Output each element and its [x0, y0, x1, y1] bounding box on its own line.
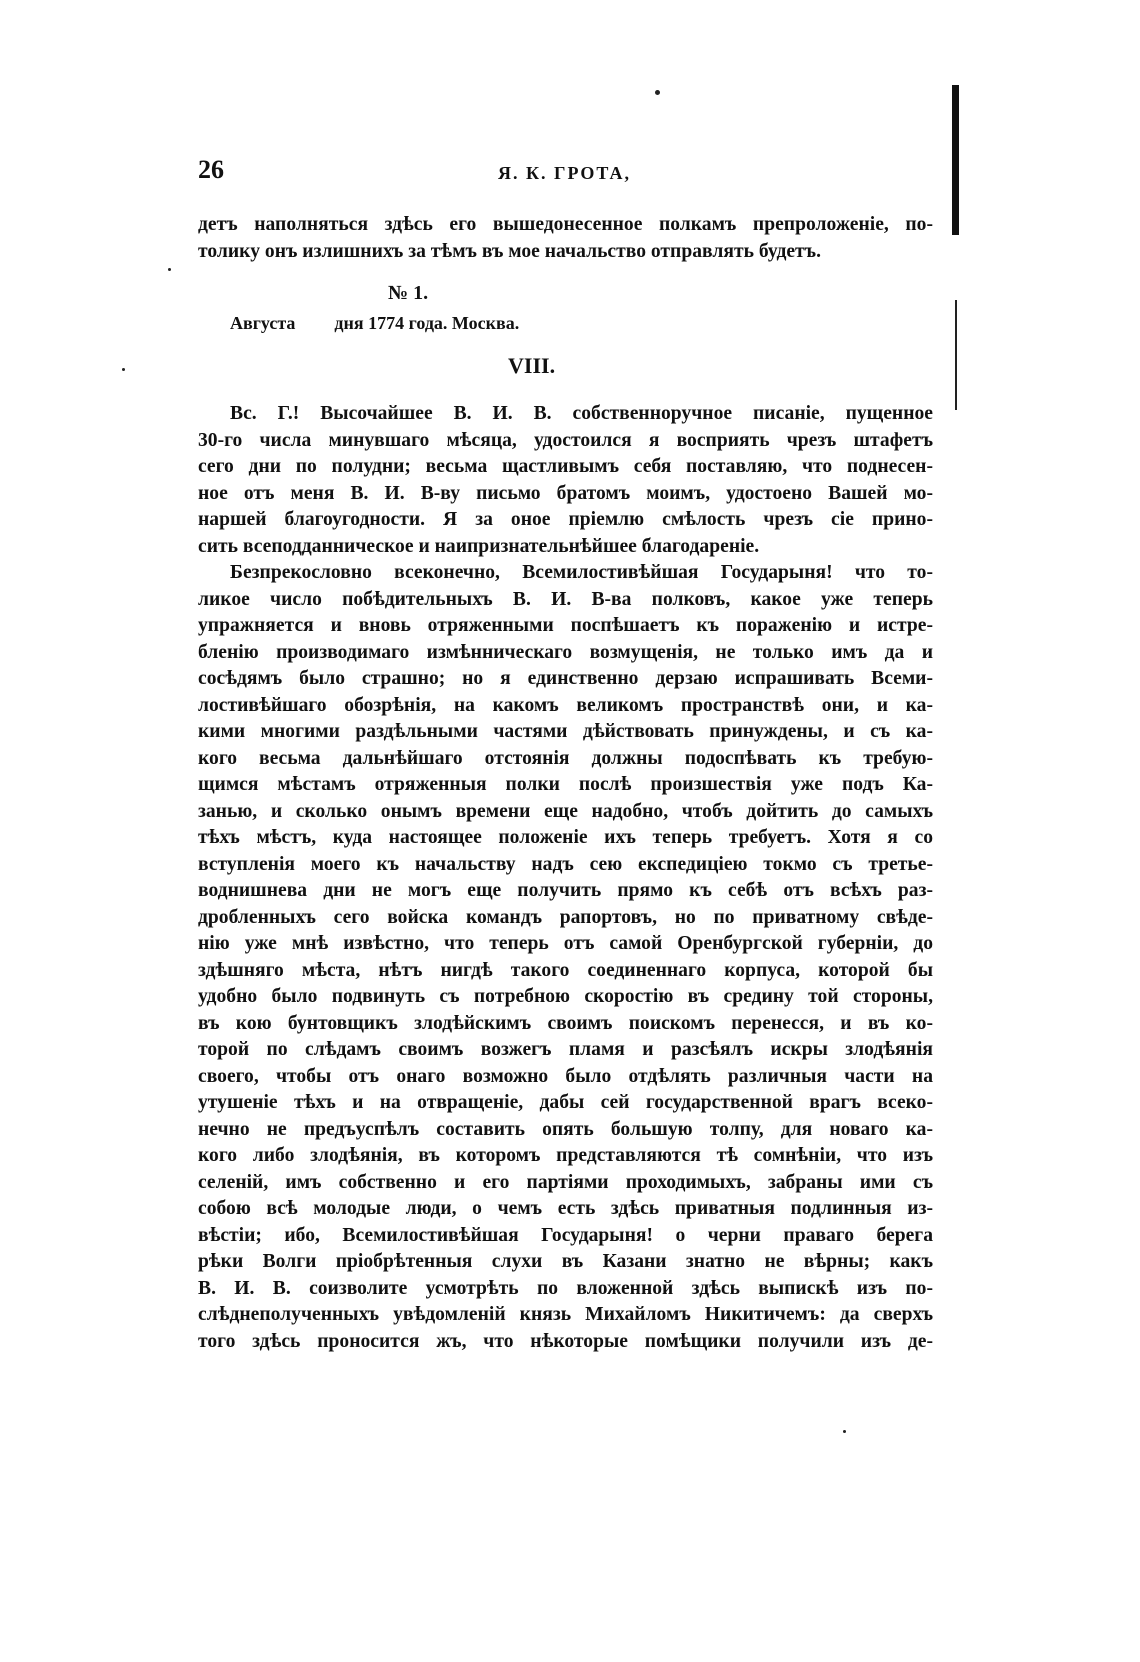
date-month: Августа	[230, 313, 296, 333]
text-line: кого весьма дальнѣйшаго отстоянія должны подоспѣвать къ требую-	[198, 747, 933, 769]
section-heading: VIII.	[508, 353, 556, 378]
text-line: здѣшняго мѣста, нѣтъ нигдѣ такого соединеннаго корпуса, которой бы	[198, 959, 933, 981]
running-head: Я. К. ГРОТА,	[498, 163, 632, 183]
text-line: лостивѣйшаго обозрѣнія, на какомъ великомъ пространствѣ они, и ка-	[198, 694, 933, 716]
text-line: рѣки Волги пріобрѣтенныя слухи въ Казани знатно не вѣрны; какъ	[198, 1251, 933, 1272]
text-line: того здѣсь проносится жъ, что нѣкоторые помѣщики получили изъ де-	[198, 1330, 933, 1352]
letter-body	[198, 401, 933, 1355]
text-line: кими многими раздѣльными частями дѣйствовать принуждены, и съ ка-	[198, 721, 933, 742]
document-number: № 1.	[388, 282, 429, 304]
text-line: сосѣдямъ было страшно; но я единственно дерзаю испрашивать Всеми-	[198, 668, 933, 689]
text-line: селеній, имъ собственно и его партіями проходимыхъ, забраны ими съ	[198, 1171, 933, 1193]
text-line: своего, чтобы отъ онаго возможно было отдѣлять различныя части на	[198, 1065, 933, 1087]
text-line: Безпрекословно всеконечно, Всемилостивѣйшая Государыня! что то-	[230, 562, 933, 583]
continued-paragraph	[198, 212, 933, 265]
page-edge-shadow	[952, 85, 959, 235]
text-line: удобно было подвинуть съ потребною скоростію въ средину той стороны,	[198, 986, 933, 1007]
text-line: вѣстіи; ибо, Всемилостивѣйшая Государыня! о черни праваго берега	[198, 1224, 933, 1246]
page-header	[198, 155, 938, 195]
text-line: утушеніе тѣхъ и на отвращеніе, дабы сей государственной врагъ всеко-	[198, 1092, 933, 1113]
text-line: бленію производимаго измѣнническаго возмущенія, не только имъ да и	[198, 641, 933, 663]
text-line: нечно не предъуспѣлъ составить опять большую толпу, для новаго ка-	[198, 1118, 933, 1140]
text-line: нію уже мнѣ извѣстно, что теперь отъ самой Оренбургской губерніи, до	[198, 933, 933, 954]
print-speck	[122, 368, 125, 371]
print-speck	[843, 1430, 846, 1433]
text-line: щимся мѣстамъ отряженныя полки послѣ произшествія уже подъ Ка-	[198, 774, 933, 795]
page-number: 26	[198, 155, 224, 184]
text-line: собою всѣ молодые люди, о чемъ есть здѣсь приватныя подлинныя из-	[198, 1198, 933, 1219]
text-line: въ кою бунтовщикъ злодѣйскимъ своимъ поискомъ перенесся, и въ ко-	[198, 1012, 933, 1034]
text-line: торой по слѣдамъ своимъ возжегъ пламя и разсѣялъ искры злодѣянія	[198, 1039, 933, 1060]
page-edge-line	[955, 300, 957, 410]
text-line: 30-го числа минувшаго мѣсяца, удостоился я восприять чрезъ штафетъ	[198, 429, 933, 451]
text-line: Вс. Г.! Высочайшее В. И. В. собственноручное писаніе, пущенное	[230, 403, 933, 424]
text-line: слѣднеполученныхъ увѣдомленій князь Михайломъ Никитичемъ: да сверхъ	[198, 1304, 933, 1325]
text-line: дробленныхъ сего войска командъ рапортовъ, но по приватному свѣде-	[198, 906, 933, 928]
text-line: ликое число побѣдительныхъ В. И. В-ва полковъ, какое уже теперь	[198, 588, 933, 610]
text-line: тѣхъ мѣстъ, куда настоящее положеніе ихъ теперь требуетъ. Хотя я со	[198, 827, 933, 848]
print-speck	[655, 90, 660, 95]
text-line: В. И. В. соизволите усмотрѣть по вложенной здѣсь выпискѣ изъ по-	[198, 1277, 933, 1299]
text-line: вступленія моего къ начальству надъ сею експедиціею токмо съ третье-	[198, 853, 933, 875]
date-line	[230, 313, 630, 334]
print-speck	[168, 268, 171, 271]
text-line: сить всеподданническое и наипризнательнѣйшее благодареніе.	[198, 535, 760, 557]
text-line: сего дни по полудни; весьма щастливымъ себя поставляю, что поднесен-	[198, 456, 933, 477]
text-line: толику онъ излишнихъ за тѣмъ въ мое начальство отправлять будетъ.	[198, 240, 822, 262]
text-line: ное отъ меня В. И. В-ву письмо братомъ моимъ, удостоено Вашей мо-	[198, 482, 933, 504]
text-line: кого либо злодѣянія, въ которомъ представляются тѣ сомнѣніи, что изъ	[198, 1145, 933, 1166]
text-line: упражняется и вновь отряженными поспѣшаетъ къ пораженію и истре-	[198, 615, 933, 636]
date-rest: дня 1774 года. Москва.	[334, 313, 520, 333]
text-line: занью, и сколько онымъ времени еще надобно, чтобъ дойтить до самыхъ	[198, 800, 933, 822]
text-line: воднишнева дни не могъ еще получить прямо къ себѣ отъ всѣхъ раз-	[198, 880, 933, 901]
text-line: детъ наполняться здѣсь его вышедонесенное полкамъ препроложеніе, по-	[198, 214, 933, 235]
text-line: наршей благоугодности. Я за оное пріемлю смѣлость чрезъ сіе прино-	[198, 509, 933, 530]
